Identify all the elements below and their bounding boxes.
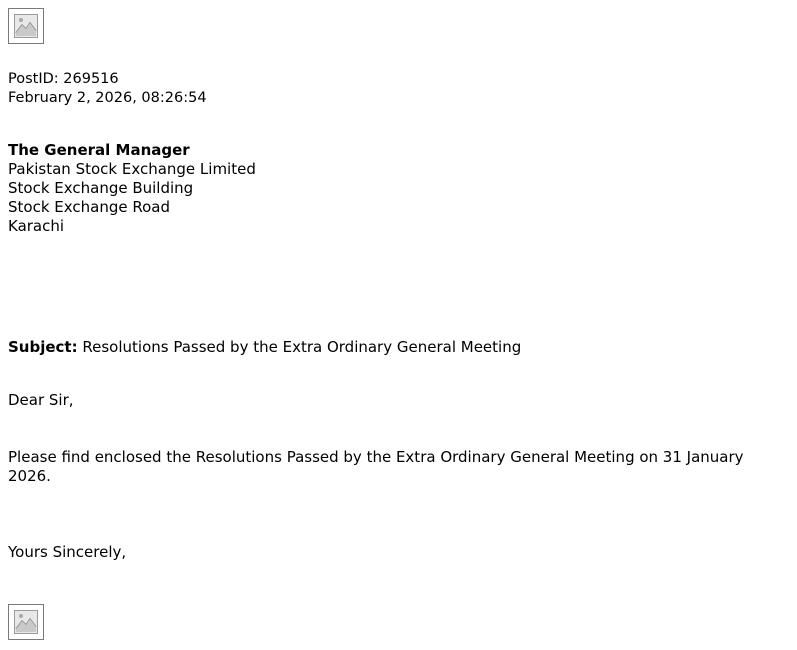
image-glyph bbox=[14, 14, 38, 38]
recipient-company: Pakistan Stock Exchange Limited bbox=[8, 160, 256, 178]
post-id: PostID: 269516 bbox=[8, 71, 119, 87]
recipient-address bbox=[8, 141, 789, 236]
recipient-address-line1: Stock Exchange Building bbox=[8, 179, 194, 197]
recipient-title: The General Manager bbox=[8, 141, 190, 159]
recipient-address-line2: Stock Exchange Road bbox=[8, 198, 170, 216]
broken-image-icon bbox=[8, 604, 44, 640]
salutation: Dear Sir, bbox=[8, 391, 74, 409]
body-paragraph: Please find enclosed the Resolutions Passed by the Extra Ordinary General Meeting on 31 January 2026. bbox=[8, 448, 744, 485]
closing: Yours Sincerely, bbox=[8, 543, 127, 561]
subject-label: Subject: bbox=[8, 338, 78, 356]
post-timestamp: February 2, 2026, 08:26:54 bbox=[8, 90, 207, 106]
post-meta bbox=[8, 70, 789, 108]
subject-line bbox=[8, 338, 789, 357]
image-glyph bbox=[14, 610, 38, 634]
subject-text: Resolutions Passed by the Extra Ordinary General Meeting bbox=[77, 338, 522, 356]
broken-image-icon bbox=[8, 8, 44, 44]
recipient-city: Karachi bbox=[8, 217, 65, 235]
